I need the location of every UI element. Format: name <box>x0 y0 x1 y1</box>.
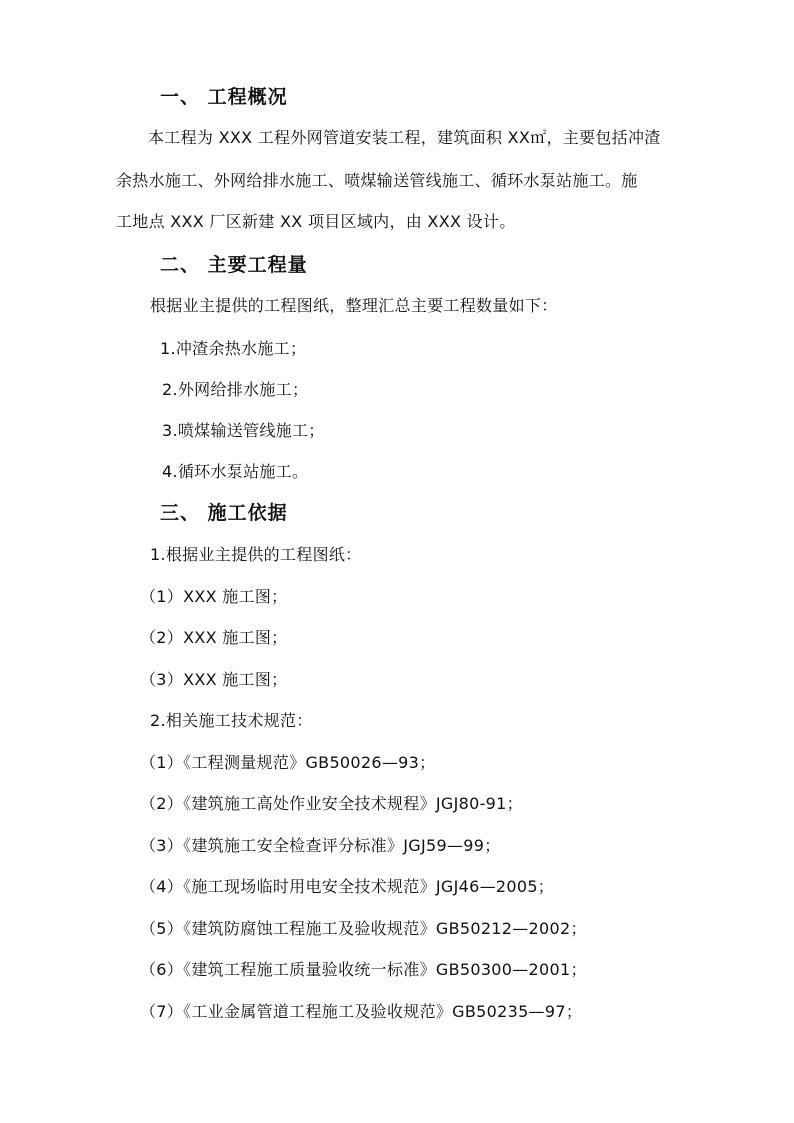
section-3-subheading-standards: 2.相关施工技术规范： <box>150 711 313 730</box>
section-2-item-1: 1.冲渣余热水施工； <box>160 339 307 358</box>
section-1-paragraph-line-1: 本工程为 XXX 工程外网管道安装工程，建筑面积 XX㎡，主要包括冲渣 <box>148 128 661 147</box>
section-3-heading: 三、 施工依据 <box>160 502 288 524</box>
drawing-item-1: （1）XXX 施工图； <box>140 587 288 606</box>
section-3-subheading-drawings: 1.根据业主提供的工程图纸： <box>150 545 362 564</box>
section-2-item-2: 2.外网给排水施工； <box>162 380 309 399</box>
section-1-paragraph-line-3: 工地点 XXX 厂区新建 XX 项目区域内，由 XXX 设计。 <box>116 212 516 231</box>
standard-item-4: （4）《施工现场临时用电安全技术规范》JGJ46—2005； <box>140 877 555 896</box>
standard-item-3: （3）《建筑施工安全检查评分标准》JGJ59—99； <box>140 836 501 855</box>
drawing-item-3: （3）XXX 施工图； <box>140 670 288 689</box>
standard-item-1: （1）《工程测量规范》GB50026—93； <box>140 753 436 772</box>
standard-item-6: （6）《建筑工程施工质量验收统一标准》GB50300—2001； <box>140 960 587 979</box>
standard-item-7: （7）《工业金属管道工程施工及验收规范》GB50235—97； <box>140 1002 583 1021</box>
standard-item-5: （5）《建筑防腐蚀工程施工及验收规范》GB50212—2002； <box>140 919 587 938</box>
section-2-item-4: 4.循环水泵站施工。 <box>162 462 309 481</box>
standard-item-2: （2）《建筑施工高处作业安全技术规程》JGJ80-91； <box>140 794 523 813</box>
drawing-item-2: （2）XXX 施工图； <box>140 628 288 647</box>
section-2-intro: 根据业主提供的工程图纸，整理汇总主要工程数量如下： <box>150 296 558 315</box>
section-1-paragraph-line-2: 余热水施工、外网给排水施工、喷煤输送管线施工、循环水泵站施工。施 <box>116 171 638 190</box>
section-2-item-3: 3.喷煤输送管线施工； <box>162 421 325 440</box>
section-1-heading: 一、 工程概况 <box>160 86 288 108</box>
section-2-heading: 二、 主要工程量 <box>160 254 308 276</box>
